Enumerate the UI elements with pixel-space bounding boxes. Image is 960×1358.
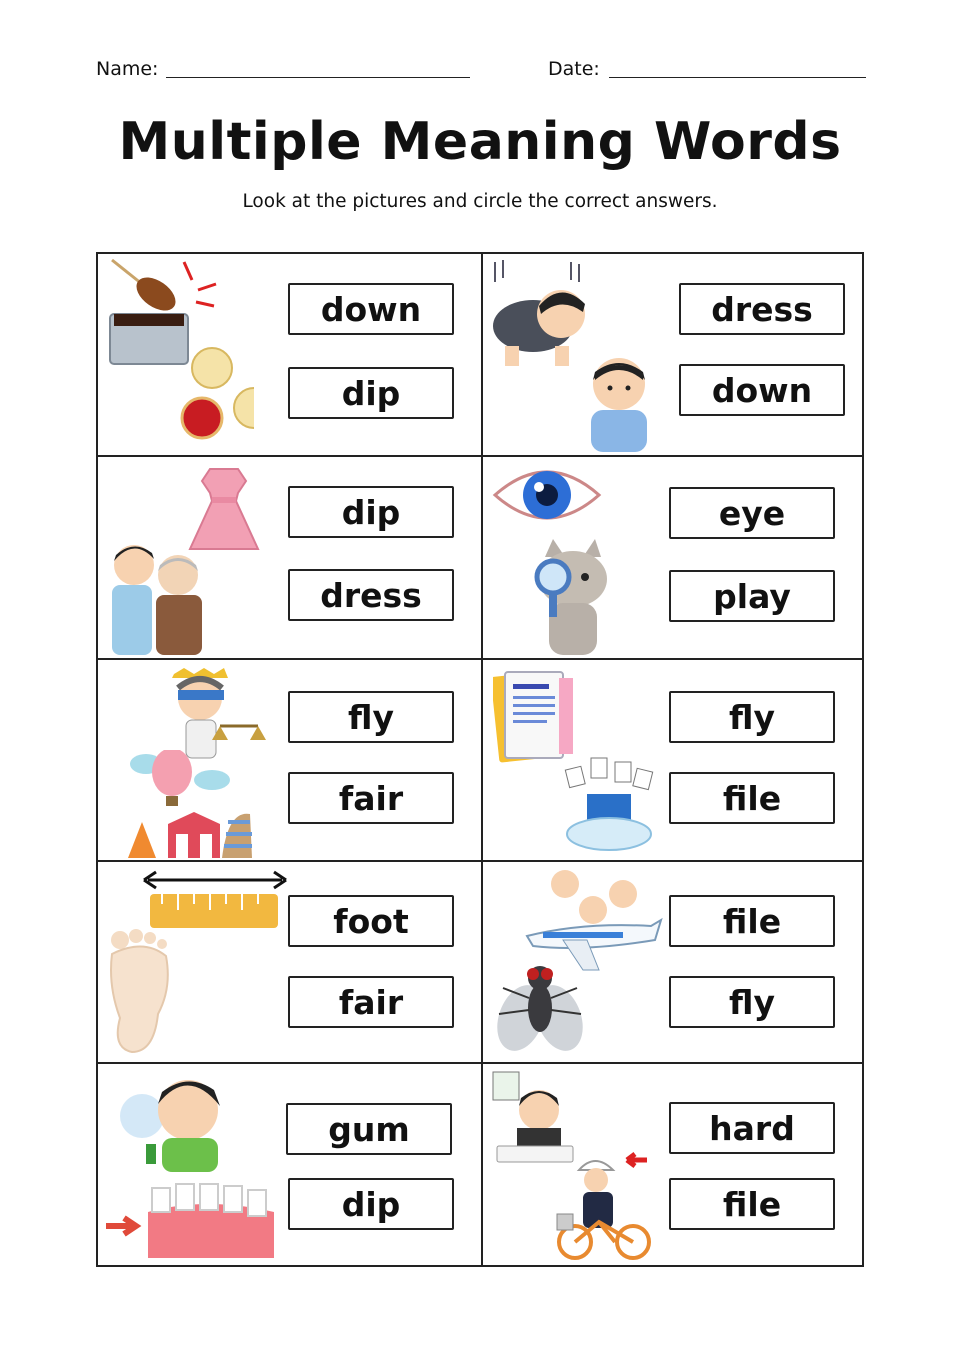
answer-option[interactable]: gum bbox=[286, 1103, 452, 1155]
answer-option[interactable]: fly bbox=[288, 691, 454, 743]
question-cell-5 bbox=[98, 660, 481, 860]
answer-option[interactable]: fair bbox=[288, 976, 454, 1028]
bicycle-helmet-icon bbox=[555, 1148, 655, 1262]
answer-option[interactable]: dress bbox=[679, 283, 845, 335]
answer-option[interactable]: dip bbox=[288, 486, 454, 538]
question-cell-7 bbox=[98, 862, 481, 1062]
housefly-icon bbox=[493, 958, 589, 1058]
answer-option[interactable]: dress bbox=[288, 569, 454, 621]
answer-option[interactable]: play bbox=[669, 570, 835, 622]
dipping-sauce-icon bbox=[104, 256, 254, 446]
carnival-fair-icon bbox=[128, 750, 256, 858]
question-cell-3 bbox=[98, 457, 481, 658]
answer-option[interactable]: file bbox=[669, 772, 835, 824]
foot-sole-icon bbox=[106, 928, 178, 1056]
question-cell-8 bbox=[483, 862, 864, 1062]
teeth-gums-icon bbox=[106, 1182, 276, 1262]
answer-option[interactable]: fair bbox=[288, 772, 454, 824]
question-cell-2 bbox=[483, 254, 864, 455]
answer-option[interactable]: file bbox=[669, 1178, 835, 1230]
answer-option[interactable]: fly bbox=[669, 976, 835, 1028]
eye-icon bbox=[491, 463, 603, 527]
answer-option[interactable]: fly bbox=[669, 691, 835, 743]
instructions: Look at the pictures and circle the correct answers. bbox=[242, 191, 718, 212]
answer-option[interactable]: eye bbox=[669, 487, 835, 539]
ruler-measure-icon bbox=[142, 866, 288, 930]
page-title: Multiple Meaning Words bbox=[118, 112, 842, 172]
justice-scales-icon bbox=[166, 666, 266, 760]
cat-magnifier-icon bbox=[523, 537, 619, 657]
date-label: Date: bbox=[548, 58, 600, 80]
answer-option[interactable]: dip bbox=[288, 367, 454, 419]
date-field[interactable] bbox=[609, 77, 866, 78]
answer-option[interactable]: foot bbox=[288, 895, 454, 947]
question-cell-9 bbox=[98, 1064, 481, 1267]
answer-option[interactable]: down bbox=[679, 364, 845, 416]
question-cell-10 bbox=[483, 1064, 864, 1267]
question-cell-6 bbox=[483, 660, 864, 860]
answer-option[interactable]: hard bbox=[669, 1102, 835, 1154]
name-field[interactable] bbox=[166, 77, 470, 78]
answer-option[interactable]: dip bbox=[288, 1178, 454, 1230]
question-cell-1 bbox=[98, 254, 481, 455]
looking-down-boy-icon bbox=[583, 354, 655, 452]
answer-option[interactable]: down bbox=[288, 283, 454, 335]
question-cell-4 bbox=[483, 457, 864, 658]
name-label: Name: bbox=[96, 58, 159, 80]
document-file-icon bbox=[493, 668, 577, 766]
answer-option[interactable]: file bbox=[669, 895, 835, 947]
cloud-files-icon bbox=[563, 756, 655, 852]
dancing-dip-couple-icon bbox=[106, 537, 210, 657]
bubble-gum-boy-icon bbox=[118, 1070, 228, 1174]
worksheet-grid bbox=[96, 252, 864, 1267]
